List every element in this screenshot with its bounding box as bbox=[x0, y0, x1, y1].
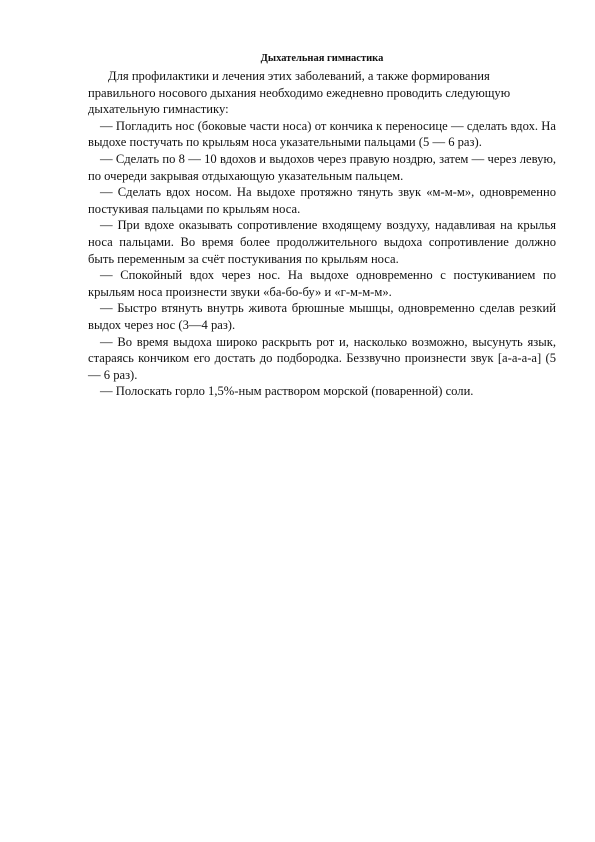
exercise-item-2: — Сделать по 8 — 10 вдохов и выдохов через правую ноздрю, затем — через левую, по очереди закрывая отдыхающую указательным пальцем. bbox=[88, 151, 556, 183]
intro-paragraph: Для профилактики и лечения этих заболеваний, а также формирования правильного носового дыхания необходимо ежедневно проводить следующую дыхательную гимнастику: bbox=[88, 69, 511, 117]
exercise-item-7: — Во время выдоха широко раскрыть рот и, насколько возможно, высунуть язык, стараясь кончиком его достать до подбородка. Беззвучно произнести звук [а-а-а-а] (5 — 6 раз). bbox=[88, 334, 556, 382]
exercise-item-8: — Полоскать горло 1,5%-ным раствором морской (поваренной) соли. bbox=[100, 384, 474, 399]
exercise-item-1: — Погладить нос (боковые части носа) от кончика к переносице — сделать вдох. На выдохе постучать по крыльям носа указательными пальцами (5 — 6 раз). bbox=[88, 118, 556, 150]
exercise-item-6: — Быстро втянуть внутрь живота брюшные мышцы, одновременно сделав резкий выдох через нос (3—4 раз). bbox=[88, 301, 556, 332]
document-body bbox=[88, 52, 556, 400]
exercise-item-5: — Спокойный вдох через нос. На выдохе одновременно с постукиванием по крыльям носа произнести звуки «ба-бо-бу» и «г-м-м-м». bbox=[88, 268, 556, 299]
document-title: Дыхательная гимнастика bbox=[260, 53, 384, 64]
exercise-item-4: — При вдохе оказывать сопротивление входящему воздуху, надавливая на крылья носа пальцами. Во время более продолжительного выдоха сопротивление должно быть переменным за счёт постукивания по крыльям носа. bbox=[88, 218, 556, 266]
exercise-item-3: — Сделать вдох носом. На выдохе протяжно тянуть звук «м-м-м», одновременно постукивая пальцами по крыльям носа. bbox=[88, 185, 556, 216]
